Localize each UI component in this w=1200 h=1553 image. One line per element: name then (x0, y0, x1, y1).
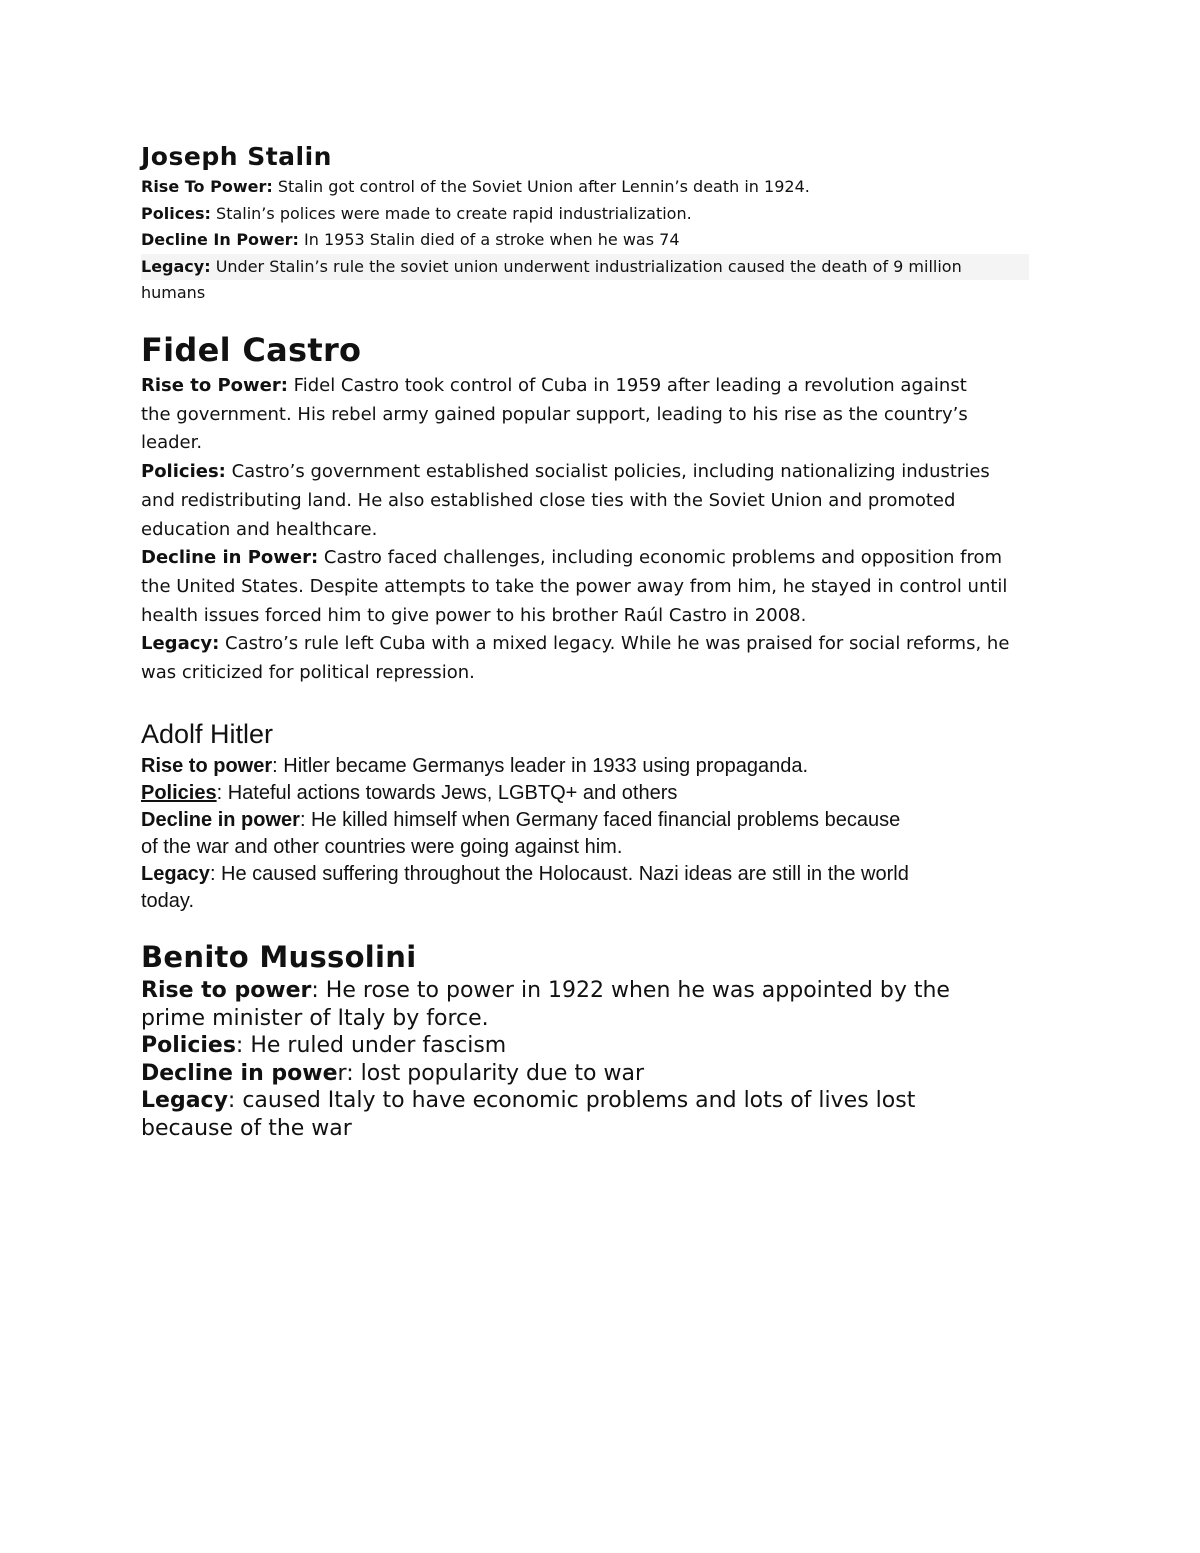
mussolini-rise-label: Rise to power (141, 978, 312, 1003)
section-mussolini (141, 937, 1071, 1142)
castro-decline-line3: health issues forced him to give power to his brother Raúl Castro in 2008. (141, 604, 807, 626)
castro-legacy-line2: was criticized for political repression. (141, 662, 475, 684)
castro-policies-text: Castro’s government established socialist policies, including nationalizing industries (225, 461, 990, 483)
stalin-heading: Joseph Stalin (141, 142, 332, 171)
castro-rise (141, 372, 1071, 401)
mussolini-policies-label: Policies (141, 1033, 236, 1058)
stalin-legacy-text: Under Stalin’s rule the soviet union underwent industrialization caused the death of 9 million (210, 256, 962, 276)
castro-policies-label: Policies: (141, 461, 226, 483)
mussolini-legacy-label: Legacy (141, 1088, 228, 1113)
section-stalin (141, 140, 1071, 307)
stalin-rise-label: Rise To Power: (141, 177, 273, 196)
mussolini-legacy-line2: because of the war (141, 1115, 352, 1141)
hitler-policies (141, 780, 1071, 807)
castro-rise-label: Rise to Power: (141, 375, 288, 396)
castro-policies (141, 458, 1071, 487)
hitler-decline-label: Decline in power (141, 809, 300, 831)
castro-decline-text: Castro faced challenges, including economic problems and opposition from (318, 547, 1003, 569)
castro-legacy (141, 630, 1071, 659)
mussolini-legacy (141, 1087, 1071, 1115)
stalin-policies (141, 201, 1071, 228)
hitler-rise-label: Rise to power (141, 755, 273, 777)
castro-rise-line2: the government. His rebel army gained popular support, leading to his rise as the country’s (141, 403, 968, 425)
castro-rise-text: Fidel Castro took control of Cuba in 1959 after leading a revolution against (287, 375, 967, 396)
hitler-heading: Adolf Hitler (141, 719, 274, 749)
castro-policies-line3: education and healthcare. (141, 518, 378, 540)
stalin-legacy (141, 254, 1029, 281)
hitler-legacy-line2: today. (141, 890, 194, 912)
hitler-decline (141, 807, 1071, 834)
hitler-rise-text: : Hitler became Germanys leader in 1933 using propaganda. (272, 755, 809, 777)
mussolini-decline (141, 1060, 1071, 1088)
stalin-policies-label: Polices: (141, 203, 211, 223)
hitler-policies-text: : Hateful actions towards Jews, LGBTQ+ and others (216, 782, 678, 804)
mussolini-legacy-text: : caused Italy to have economic problems and lots of lives lost (227, 1088, 916, 1113)
hitler-legacy-label: Legacy (141, 863, 210, 885)
hitler-legacy (141, 861, 1071, 888)
mussolini-rise (141, 977, 1071, 1005)
castro-rise-line3: leader. (141, 432, 203, 454)
stalin-rise-text: Stalin got control of the Soviet Union after Lennin’s death in 1924. (272, 177, 810, 196)
stalin-legacy-cont: humans (141, 283, 206, 302)
castro-decline-line2: the United States. Despite attempts to take the power away from him, he stayed in control until (141, 575, 1008, 597)
stalin-legacy-label: Legacy: (141, 256, 211, 276)
hitler-decline-text: : He killed himself when Germany faced financial problems because (299, 809, 901, 831)
hitler-policies-label: Policies (141, 782, 217, 804)
castro-heading: Fidel Castro (141, 331, 362, 369)
mussolini-decline-text: r: lost popularity due to war (337, 1060, 645, 1086)
mussolini-heading: Benito Mussolini (141, 940, 417, 974)
stalin-policies-text: Stalin’s polices were made to create rapid industrialization. (210, 203, 692, 223)
mussolini-rise-line2: prime minister of Italy by force. (141, 1005, 489, 1031)
hitler-legacy-text: : He caused suffering throughout the Holocaust. Nazi ideas are still in the world (209, 863, 909, 885)
mussolini-policies-text: : He ruled under fascism (235, 1033, 507, 1058)
section-castro (141, 328, 1071, 688)
mussolini-decline-label: Decline in powe (141, 1060, 338, 1086)
stalin-decline-text: In 1953 Stalin died of a stroke when he was 74 (298, 230, 680, 249)
hitler-decline-line2: of the war and other countries were going against him. (141, 836, 623, 858)
mussolini-policies (141, 1032, 1071, 1060)
castro-decline-label: Decline in Power: (141, 547, 319, 569)
stalin-decline-label: Decline In Power: (141, 230, 299, 249)
castro-decline (141, 544, 1071, 573)
stalin-decline (141, 227, 1071, 254)
castro-legacy-text: Castro’s rule left Cuba with a mixed legacy. While he was praised for social reforms, he (219, 633, 1010, 655)
stalin-rise (141, 174, 1071, 201)
section-hitler (141, 715, 1071, 915)
hitler-rise (141, 753, 1071, 780)
castro-policies-line2: and redistributing land. He also established close ties with the Soviet Union and promoted (141, 489, 956, 511)
castro-legacy-label: Legacy: (141, 633, 220, 655)
mussolini-rise-text: : He rose to power in 1922 when he was appointed by the (311, 978, 950, 1003)
